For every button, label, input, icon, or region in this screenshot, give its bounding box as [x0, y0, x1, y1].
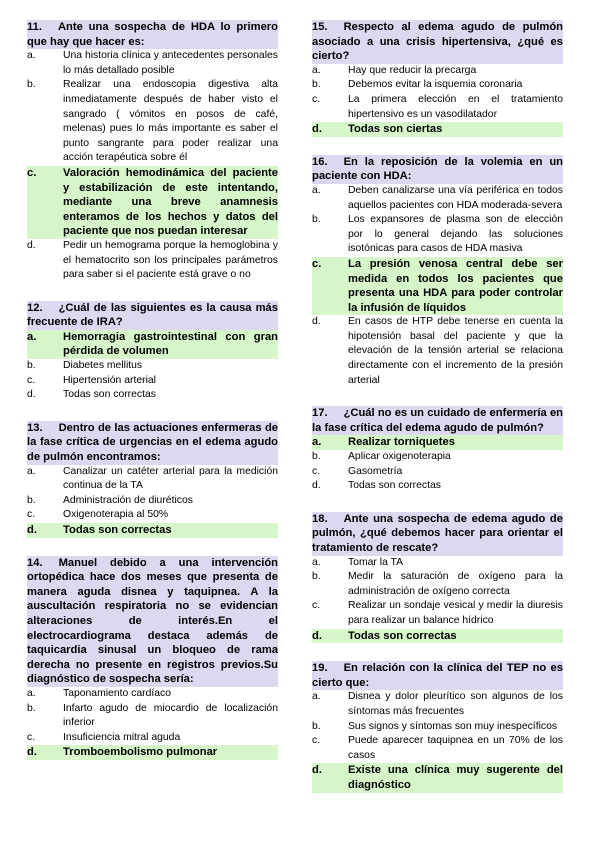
- answer-option: [312, 570, 563, 599]
- option-letter: b.: [312, 720, 321, 732]
- option-text: Gasometría: [348, 465, 403, 477]
- option-text: Todas son correctas: [63, 524, 172, 536]
- option-letter: c.: [27, 731, 36, 743]
- option-letter: d.: [312, 480, 321, 492]
- option-letter: a.: [27, 687, 36, 699]
- question-text: En la reposición de la volemia en un paciente con HDA:: [312, 155, 563, 183]
- option-text: Valoración hemodinámica del paciente y estabilización de este intentando, mediante una breve anamnesis enteramos de los hechos y datos del paciente que nos puedan interesar: [63, 166, 278, 238]
- answer-option: [27, 702, 278, 731]
- answer-option: [312, 315, 563, 388]
- option-letter: c.: [312, 600, 321, 612]
- question-block: [312, 512, 563, 643]
- question-number: 17.: [312, 407, 328, 420]
- answer-option: [312, 78, 563, 93]
- option-text: Realizar un sondaje vesical y medir la diuresis para realizar un balance hídrico: [348, 600, 563, 626]
- option-letter: a.: [27, 465, 36, 477]
- question-block: [312, 155, 563, 389]
- option-letter: b.: [312, 451, 321, 463]
- option-text: Realizar torniquetes: [348, 436, 455, 449]
- option-letter: b.: [27, 702, 36, 714]
- answer-option: [312, 450, 563, 465]
- option-text: Taponamiento cardíaco: [63, 687, 172, 699]
- option-text: Todas son ciertas: [348, 123, 443, 136]
- answer-option: [312, 479, 563, 494]
- option-letter: b.: [27, 360, 36, 372]
- option-text: En casos de HTP debe tenerse en cuenta la hipotensión basal del paciente y que la elevación de la tensión arterial se relaciona directamente con el incremento de la presión arterial: [348, 316, 563, 386]
- option-text: Realizar una endoscopia digestiva alta inmediatamente después de haber visto el sangrado ( vómitos en posos de café, melenas) pues lo más importante es saber el punto sangrante para poder realizar una acción terapéutica sobre él: [63, 79, 278, 164]
- left-column: [27, 20, 278, 778]
- question-block: [27, 556, 278, 760]
- question-text: Respecto al edema agudo de pulmón asociado a una crisis hipertensiva, ¿qué es cierto?: [312, 21, 563, 63]
- option-letter: d.: [312, 316, 321, 328]
- question-number: 11.: [27, 21, 42, 33]
- option-text: Insuficiencia mitral aguda: [63, 731, 181, 743]
- answer-option: [312, 720, 563, 735]
- question-number: 12.: [27, 301, 43, 314]
- question-block: [312, 20, 563, 137]
- answer-option: [27, 78, 278, 166]
- answer-option: [312, 599, 563, 628]
- option-letter: d.: [27, 239, 36, 251]
- option-letter: a.: [27, 50, 36, 62]
- option-letter: b.: [312, 214, 321, 226]
- answer-option-correct: [312, 257, 563, 315]
- option-letter: d.: [27, 746, 37, 759]
- answer-option-correct: [27, 330, 278, 359]
- option-text: Una historia clínica y antecedentes personales lo más detallado posible: [63, 50, 278, 76]
- option-text: Oxigenoterapia al 50%: [63, 509, 169, 521]
- question-title: [312, 20, 563, 64]
- answer-option: [312, 734, 563, 763]
- option-text: Diabetes mellitus: [63, 360, 143, 372]
- option-letter: c.: [27, 166, 37, 179]
- option-letter: c.: [312, 93, 321, 105]
- answer-option: [312, 93, 563, 122]
- question-title: [312, 661, 563, 690]
- answer-option-correct: [27, 523, 278, 538]
- answer-option: [27, 465, 278, 494]
- answer-option: [27, 239, 278, 283]
- answer-option: [312, 556, 563, 571]
- right-column: [312, 20, 563, 811]
- option-letter: d.: [27, 524, 37, 536]
- option-letter: a.: [312, 556, 321, 568]
- answer-option: [27, 731, 278, 746]
- question-text: ¿Cuál no es un cuidado de enfermería en la fase crítica del edema agudo de pulmón?: [312, 407, 563, 434]
- question-block: [312, 661, 563, 792]
- question-title: [27, 20, 278, 49]
- option-letter: c.: [312, 735, 321, 747]
- question-text: ¿Cuál de las siguientes es la causa más frecuente de IRA?: [27, 301, 278, 329]
- answer-option: [312, 690, 563, 719]
- question-text: Ante una sospecha de edema agudo de pulmón, ¿qué debemos hacer para orientar el tratamiento de rescate?: [312, 512, 563, 554]
- option-text: Deben canalizarse una vía periférica en todos aquellos pacientes con HDA moderada-severa: [348, 184, 563, 211]
- answer-option-correct: [312, 763, 563, 792]
- question-text: Ante una sospecha de HDA lo primero que hay que hacer es:: [27, 21, 278, 48]
- answer-option: [27, 388, 278, 403]
- option-letter: d.: [312, 123, 322, 136]
- option-letter: b.: [27, 494, 36, 506]
- option-text: Hipertensión arterial: [63, 374, 156, 386]
- option-text: Sus signos y síntomas son muy inespecíficos: [348, 720, 558, 732]
- question-block: [27, 20, 278, 283]
- option-text: Los expansores de plasma son de elección por lo general dejando las soluciones isotónicas para casos de HDA masiva: [348, 214, 563, 255]
- option-text: Administración de diuréticos: [63, 494, 193, 506]
- answer-option-correct: [312, 629, 563, 644]
- answer-option-correct: [312, 122, 563, 137]
- option-letter: a.: [312, 436, 322, 449]
- option-letter: d.: [312, 629, 322, 642]
- question-title: [312, 155, 563, 184]
- option-text: Todas son correctas: [348, 629, 457, 642]
- option-text: Tomar la TA: [348, 556, 404, 568]
- option-letter: b.: [27, 79, 36, 91]
- question-title: [27, 421, 278, 465]
- question-number: 15.: [312, 21, 328, 33]
- answer-option: [312, 465, 563, 480]
- answer-option: [27, 508, 278, 523]
- option-text: Aplicar oxigenoterapia: [348, 451, 451, 463]
- question-number: 19.: [312, 662, 328, 675]
- option-letter: a.: [312, 64, 321, 76]
- question-block: [27, 421, 278, 538]
- option-letter: c.: [27, 509, 36, 521]
- question-title: [27, 556, 278, 687]
- option-text: Puede aparecer taquipnea en un 70% de los casos: [348, 735, 563, 761]
- option-letter: b.: [312, 79, 321, 91]
- question-title: [312, 512, 563, 556]
- option-letter: c.: [312, 465, 321, 477]
- option-letter: c.: [312, 257, 322, 270]
- answer-option: [27, 687, 278, 702]
- option-text: Hay que reducir la precarga: [348, 64, 477, 76]
- option-text: Disnea y dolor pleurítico son algunos de los síntomas más frecuentes: [348, 691, 563, 717]
- answer-option: [27, 374, 278, 389]
- answer-option: [312, 64, 563, 79]
- answer-option-correct: [27, 166, 278, 239]
- option-text: Canalizar un catéter arterial para la medición continua de la TA: [63, 465, 278, 492]
- option-text: Todas son correctas: [63, 389, 156, 401]
- option-text: Medir la saturación de oxígeno para la administración de oxígeno correcta: [348, 571, 563, 597]
- option-text: La primera elección en el tratamiento hipertensivo es un vasodilatador: [348, 93, 563, 120]
- question-text: Dentro de las actuaciones enfermeras de la fase crítica de urgencias en el edema agudo de pulmón encontramos:: [27, 421, 278, 464]
- question-text: Manuel debido a una intervención ortopédica hace dos meses que presenta de manera aguda disnea y taquipnea. A la auscultación respiratoria no se evidencian alteraciones de interés.En el electrocardiograma destaca además de taquicardia sinusal un bloqueo de rama derecha no presente en registros previos.Su diagnóstico de sospecha sería:: [27, 556, 278, 686]
- question-number: 13.: [27, 421, 43, 434]
- option-letter: a.: [312, 691, 321, 703]
- option-text: Todas son correctas: [348, 480, 441, 492]
- answer-option: [312, 184, 563, 213]
- question-block: [312, 406, 563, 494]
- option-letter: d.: [312, 764, 322, 777]
- answer-option-correct: [312, 435, 563, 450]
- option-letter: b.: [312, 571, 321, 583]
- option-text: Existe una clínica muy sugerente del diagnóstico: [348, 764, 563, 791]
- option-text: Infarto agudo de miocardio de localización inferior: [63, 702, 278, 729]
- question-title: [312, 406, 563, 435]
- option-letter: a.: [27, 330, 37, 343]
- question-title: [27, 301, 278, 330]
- option-text: Debemos evitar la isquemia coronaria: [348, 79, 523, 91]
- option-letter: d.: [27, 389, 36, 401]
- option-letter: a.: [312, 184, 321, 196]
- option-text: Pedir un hemograma porque la hemoglobina y el hematocrito son los principales parámetros para saber si el paciente está grave o no: [63, 239, 278, 281]
- answer-option: [312, 213, 563, 257]
- question-number: 16.: [312, 155, 328, 168]
- option-text: Tromboembolismo pulmonar: [63, 746, 218, 759]
- option-letter: c.: [27, 374, 36, 386]
- answer-option: [27, 494, 278, 509]
- option-text: Hemorragia gastrointestinal con gran pérdida de volumen: [63, 330, 278, 358]
- question-text: En relación con la clínica del TEP no es cierto que:: [312, 662, 563, 689]
- question-number: 18.: [312, 512, 328, 525]
- answer-option: [27, 49, 278, 78]
- answer-option-correct: [27, 745, 278, 760]
- answer-option: [27, 359, 278, 374]
- question-number: 14.: [27, 556, 43, 569]
- option-text: La presión venosa central debe ser medida en todos los pacientes que presenta una HDA para poder controlar la infusión de líquidos: [348, 257, 563, 314]
- question-block: [27, 301, 278, 403]
